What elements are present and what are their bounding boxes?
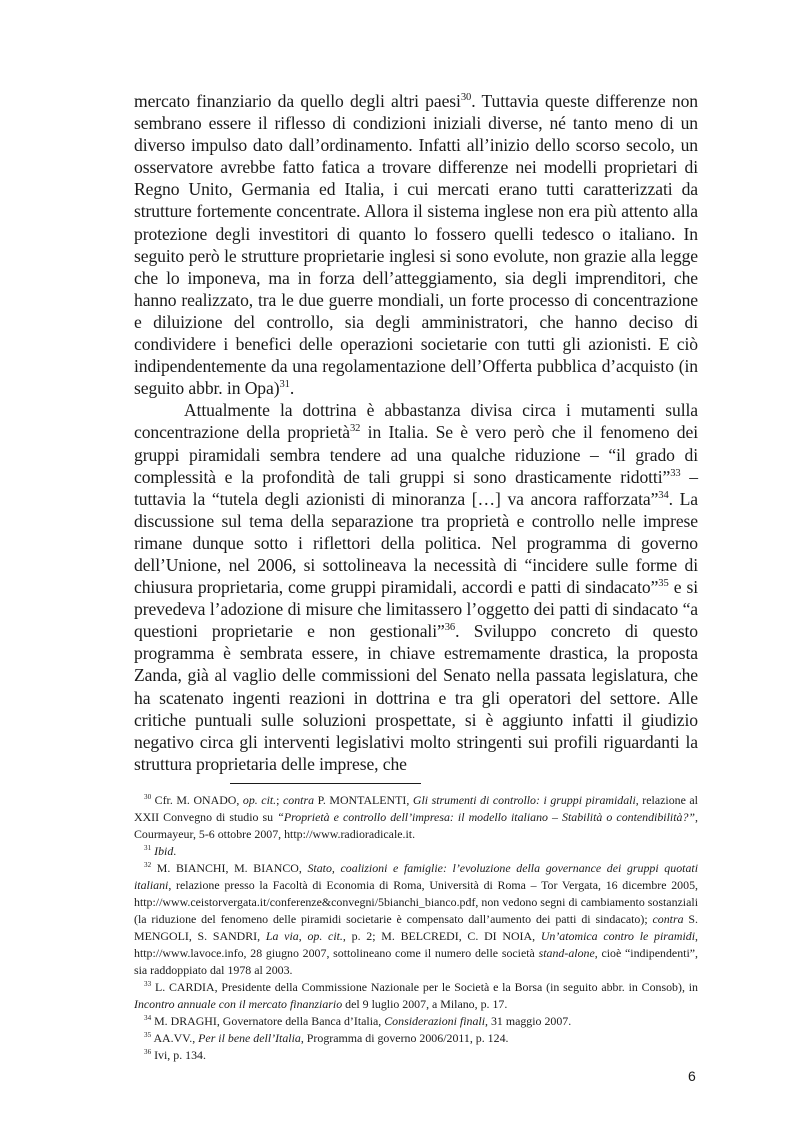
footnote-italic: Considerazioni finali [384, 1014, 486, 1028]
footnote-text: M. BIANCHI, M. BIANCO, [151, 861, 308, 875]
body-text [134, 90, 698, 775]
text-run: Attualmente la dottrina è abbastanza divisa circa i mutamenti sulla concentrazione della proprietà [134, 400, 698, 443]
footnote-ref-30[interactable]: 30 [460, 92, 472, 104]
text-run: . Sviluppo concreto di questo programma è sembrata essere, in chiave estremamente drastica, la proposta Zanda, già al vaglio delle commissioni del Senato nella passata legislatura, che ha scatenato ingenti reazioni in dottrina e tra gli operatori del settore. Alle critiche puntuali sulle soluzioni prospettate, si è aggiunto infatti il giudizio negativo circa gli interventi legislativi molto stringenti sui profili riguardanti la struttura proprietaria delle imprese, che [134, 621, 699, 774]
footnote-text: S. MENGOLI, S. SANDRI, [134, 912, 698, 943]
text-run: . Tuttavia queste differenze non sembrano essere il riflesso di condizioni iniziali diverse, né tanto meno di un diverso impulso dato dall’ordinamento. Infatti all’inizio dello scorso secolo, un osservatore avrebbe fatto fatica a trovare differenze nei modelli proprietari di Regno Unito, Germania ed Italia, i cui mercati erano tutti caratterizzati da strutture fortemente concentrate. Allora il sistema inglese non era più attento alla protezione degli investitori di quanto lo fossero quelli tedesco o italiano. In seguito però le strutture proprietarie inglesi si sono evolute, non grazie alla legge che lo imponeva, ma in forza dell’atteggiamento, sia degli imprenditori, che hanno realizzato, tra le due guerre mondiali, un forte processo di concentrazione e diluizione del controllo, sia degli amministratori, che hanno deciso di condividere i benefici delle operazioni societarie con tutti gli azionisti. E ciò indipendentemente da una regolamentazione dell’Offerta pubblica d’acquisto (in seguito abbr. in Opa) [134, 91, 698, 399]
footnote-number: 31 [144, 844, 152, 853]
footnote-text: , p. 2; M. BELCREDI, C. DI NOIA, [342, 929, 541, 943]
text-run: mercato finanziario da quello degli altri paesi [134, 91, 461, 111]
footnote-italic: Gli strumenti di controllo: i gruppi piramidali [412, 793, 636, 807]
footnote-text: AA.VV., [151, 1031, 199, 1045]
footnote-text: . [173, 844, 177, 858]
footnote-italic: Incontro annuale con il mercato finanziario [134, 997, 343, 1011]
footnote-33 [134, 979, 698, 1013]
footnote-italic: La via [265, 929, 299, 943]
footnote-36 [134, 1047, 698, 1064]
paragraph-2 [134, 399, 698, 775]
footnote-ref-35[interactable]: 35 [658, 578, 669, 590]
footnote-ref-34[interactable]: 34 [658, 489, 669, 501]
footnote-text: L. CARDIA, Presidente della Commissione Nazionale per le Società e la Borsa (in seguito abbr. in Consob), in [151, 980, 698, 994]
footnote-number: 36 [144, 1048, 152, 1057]
footnote-32 [134, 860, 698, 979]
footnote-italic: “Proprietà e controllo dell’impresa: il modello italiano – Stabilità o contendibilità?” [277, 810, 696, 824]
footnote-italic: Un’atomica contro le piramidi [540, 929, 695, 943]
text-run: . [289, 378, 295, 399]
footnote-italic: Per il bene dell’Italia [198, 1031, 301, 1045]
footnotes [134, 792, 698, 1064]
footnote-number: 34 [144, 1014, 152, 1023]
text-run: . La discussione sul tema della separazione tra proprietà e controllo nelle imprese rimane dunque sotto i riflettori della politica. Nel programma di governo dell’Unione, nel 2006, si sottolineava la necessità di “incidere sulle forme di chiusura proprietaria, come gruppi piramidali, accordi e patti di sindacato” [134, 488, 698, 598]
text-run: e si prevedeva l’adozione di misure che limitassero l’oggetto dei patti di sindacato “a questioni proprietarie e non gestionali” [134, 577, 698, 642]
footnote-text: , [298, 929, 308, 943]
footnote-text: M. DRAGHI, Governatore della Banca d’Italia, [151, 1014, 385, 1028]
footnote-italic: op. cit. [242, 793, 277, 807]
footnote-italic: Stato, coalizioni e famiglie: l’evoluzione della governance dei gruppi quotati italiani [134, 861, 698, 892]
footnote-text: , 31 maggio 2007. [485, 1014, 572, 1028]
footnote-italic: stand-alone [538, 946, 595, 960]
page-number: 6 [688, 1068, 696, 1084]
text-run: – tuttavia la “tutela degli azionisti di minoranza […] va ancora rafforzata” [134, 466, 698, 509]
footnote-text: ; [276, 793, 283, 807]
footnote-ref-31[interactable]: 31 [279, 379, 290, 391]
footnote-text: , relazione al XXII Convegno di studio su [134, 793, 698, 824]
footnote-italic: contra [652, 912, 684, 926]
footnote-ref-33[interactable]: 33 [670, 467, 681, 479]
footnote-text: , http://www.lavoce.info, 28 giugno 2007, sottolineano come il numero delle società [134, 929, 698, 960]
footnote-31 [134, 843, 698, 860]
footnote-italic: Ibid [154, 844, 174, 858]
footnote-text: P. MONTALENTI, [314, 793, 413, 807]
footnote-text: , Courmayeur, 5-6 ottobre 2007, http://www.radioradicale.it. [134, 810, 699, 841]
footnote-number: 35 [144, 1031, 152, 1040]
footnote-number: 33 [144, 980, 152, 989]
footnote-35 [134, 1030, 698, 1047]
footnote-italic: contra [283, 793, 315, 807]
footnote-number: 32 [144, 861, 152, 870]
footnote-ref-32[interactable]: 32 [349, 423, 361, 435]
footnote-text: , cioè “indipendenti”, sia raddoppiato dal 1978 al 2003. [134, 946, 698, 977]
footnote-text: , relazione presso la Facoltà di Economia di Roma, Università di Roma – Tor Vergata, 16 dicembre 2005, http://www.ceistorvergata.it/conferenze&convegni/5bianchi_bianco.pdf, non vedono segni di cambiamento sostanziali (la riduzione del fenomeno delle piramidi societarie è compensato dall’aumento dei patti di sindacato); [134, 878, 698, 926]
paragraph-1 [134, 90, 698, 399]
footnote-separator [230, 783, 421, 784]
footnote-text: Ivi, p. 134. [151, 1048, 206, 1062]
text-run: in Italia. Se è vero però che il fenomeno dei gruppi piramidali sembra tendere ad una qualche riduzione – “il grado di complessità e la profondità de tali gruppi si sono drasticamente ridotti” [134, 422, 698, 487]
footnote-text: del 9 luglio 2007, a Milano, p. 17. [342, 997, 508, 1011]
footnote-italic: op. cit. [307, 929, 343, 943]
footnote-text: , Programma di governo 2006/2011, p. 124. [300, 1031, 509, 1045]
footnote-ref-36[interactable]: 36 [444, 622, 456, 634]
footnote-text: Cfr. M. ONADO, [151, 793, 243, 807]
footnote-34 [134, 1013, 698, 1030]
footnote-number: 30 [144, 793, 152, 802]
footnote-30 [134, 792, 698, 843]
